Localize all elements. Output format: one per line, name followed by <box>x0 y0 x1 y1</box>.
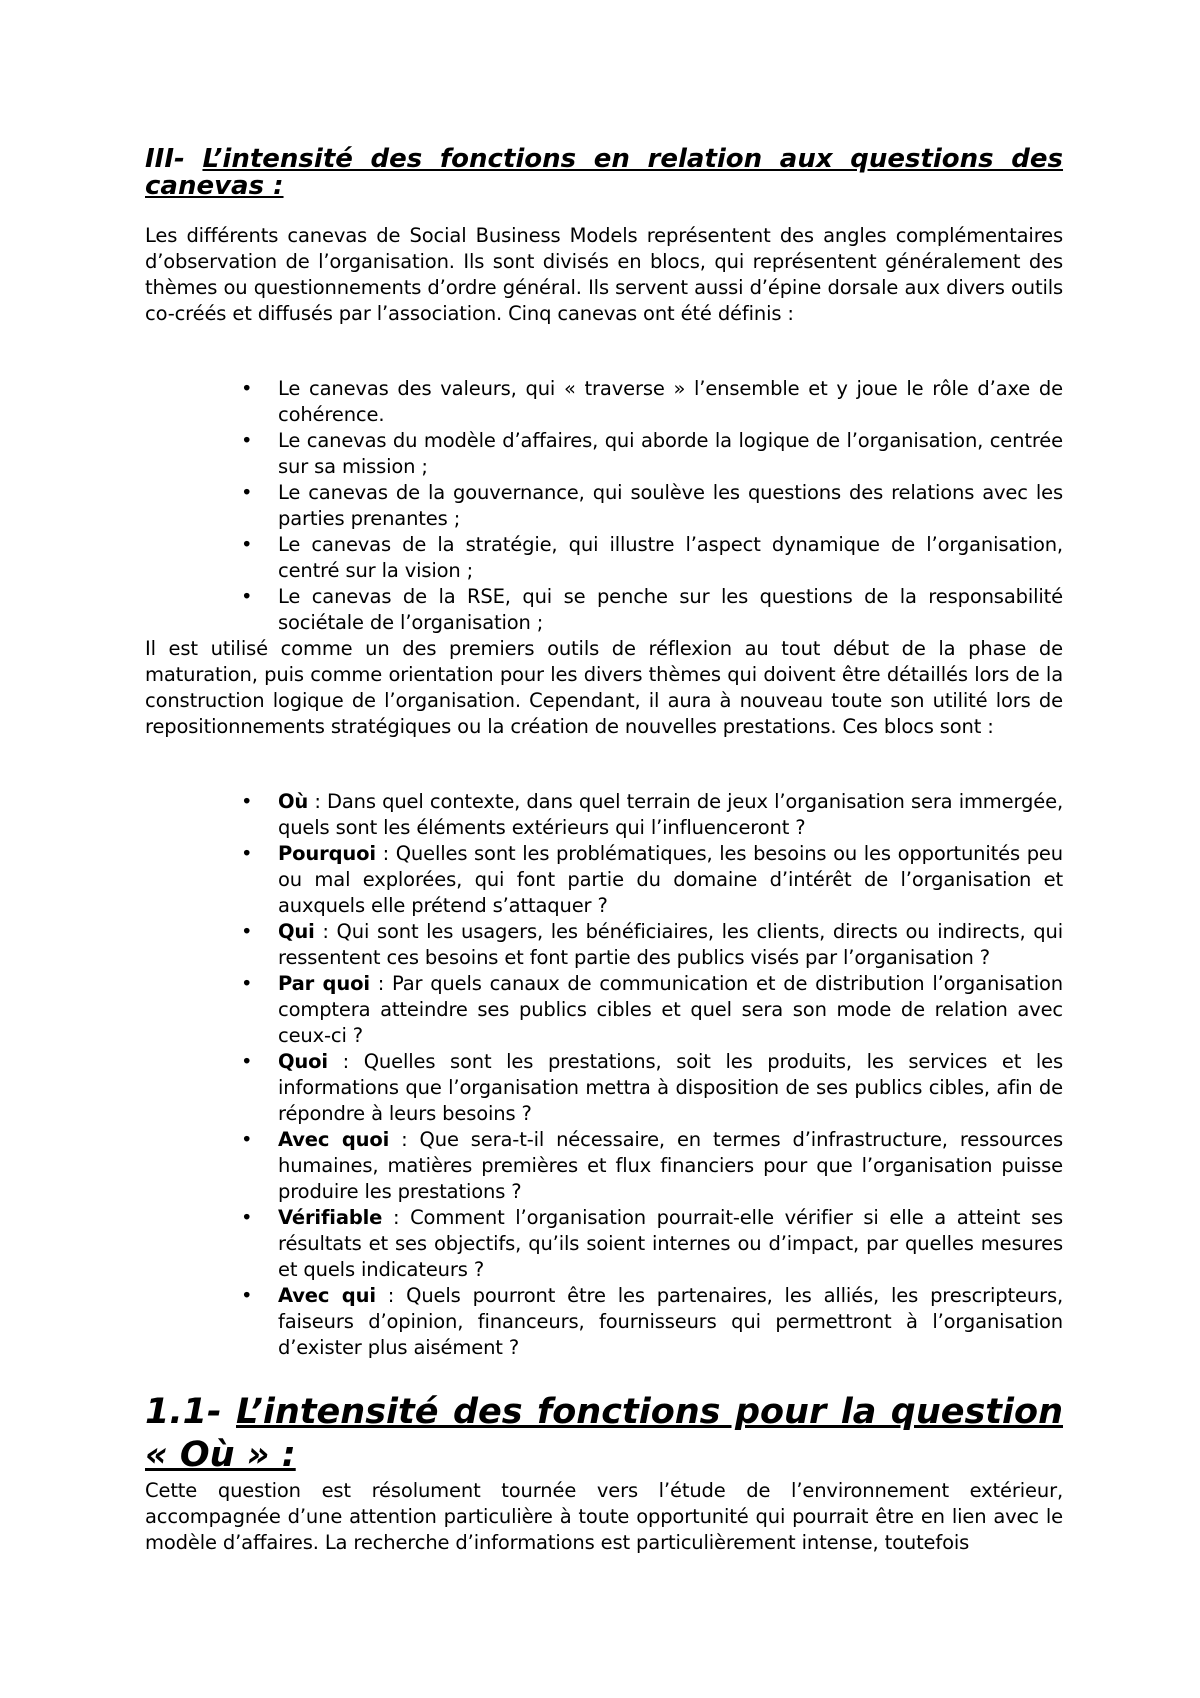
bloc-term: Avec quoi <box>278 1128 390 1151</box>
list-item: • Le canevas de la stratégie, qui illustre l’aspect dynamique de l’organisation, centré sur la vision ; <box>241 533 1063 582</box>
bullet-icon: • <box>241 533 253 556</box>
bullet-icon: • <box>241 790 253 813</box>
bullet-icon: • <box>241 481 253 504</box>
list-item: • Le canevas du modèle d’affaires, qui aborde la logique de l’organisation, centrée sur sa mission ; <box>241 429 1063 478</box>
section-3-heading <box>145 146 1063 200</box>
middle-paragraph: Il est utilisé comme un des premiers outils de réflexion au tout début de la phase de maturation, puis comme orientation pour les divers thèmes qui doivent être détaillés lors de la construction logique de l’organisation. Cependant, il aura à nouveau toute son utilité lors de repositionnements stratégiques ou la création de nouvelles prestations. Ces blocs sont : <box>145 637 1063 738</box>
section-1-1-number: 1.1- <box>145 1392 222 1432</box>
list-item: • Avec qui : Quels pourront être les partenaires, les alliés, les prescripteurs, faiseurs d’opinion, financeurs, fournisseurs qui permettront à l’organisation d’exister plus aisément ? <box>241 1284 1063 1359</box>
bloc-term: Pourquoi <box>278 842 376 865</box>
section-1-1-heading <box>145 1391 1063 1477</box>
bloc-term: Avec qui <box>278 1284 376 1307</box>
list-item: • Par quoi : Par quels canaux de communication et de distribution l’organisation comptera atteindre ses publics cibles et quel sera son mode de relation avec ceux-ci ? <box>241 972 1063 1047</box>
bullet-icon: • <box>241 972 253 995</box>
bullet-icon: • <box>241 1050 253 1073</box>
bloc-term: Par quoi <box>278 972 370 995</box>
bullet-icon: • <box>241 1128 253 1151</box>
bullet-icon: • <box>241 429 253 452</box>
bullet-icon: • <box>241 920 253 943</box>
bullet-icon: • <box>241 842 253 865</box>
list-item: • Quoi : Quelles sont les prestations, soit les produits, les services et les informations que l’organisation mettra à disposition de ses publics cibles, afin de répondre à leurs besoins ? <box>241 1050 1063 1125</box>
bloc-term: Où <box>278 790 309 813</box>
bullet-icon: • <box>241 1284 253 1307</box>
list-item: • Où : Dans quel contexte, dans quel terrain de jeux l’organisation sera immergée, quels sont les éléments extérieurs qui l’influenceront ? <box>241 790 1063 839</box>
list-item: • Le canevas des valeurs, qui « traverse » l’ensemble et y joue le rôle d’axe de cohérence. <box>241 377 1063 426</box>
blocs-list <box>145 789 1063 1361</box>
section-1-1-title: L’intensité des fonctions pour la question « Où » : <box>145 1392 1063 1475</box>
bullet-icon: • <box>241 585 253 608</box>
bullet-icon: • <box>241 1206 253 1229</box>
intro-paragraph: Les différents canevas de Social Business Models représentent des angles complémentaires d’observation de l’organisation. Ils sont divisés en blocs, qui représentent généralement des thèmes ou questionnements d’ordre général. Ils servent aussi d’épine dorsale aux divers outils co-créés et diffusés par l’association. Cinq canevas ont été définis : <box>145 224 1063 325</box>
list-item: • Le canevas de la RSE, qui se penche sur les questions de la responsabilité sociétale de l’organisation ; <box>241 585 1063 634</box>
list-item: • Avec quoi : Que sera-t-il nécessaire, en termes d’infrastructure, ressources humaines, matières premières et flux financiers pour que l’organisation puisse produire les prestations ? <box>241 1128 1063 1203</box>
list-item: • Pourquoi : Quelles sont les problématiques, les besoins ou les opportunités peu ou mal explorées, qui font partie du domaine d’intérêt de l’organisation et auxquels elle prétend s’attaquer ? <box>241 842 1063 917</box>
bloc-term: Qui <box>278 920 315 943</box>
section-3-title: L’intensité des fonctions en relation aux questions des canevas : <box>145 144 1064 201</box>
document-page <box>145 140 1063 1556</box>
bloc-term: Quoi <box>278 1050 328 1073</box>
list-item: • Le canevas de la gouvernance, qui soulève les questions des relations avec les parties prenantes ; <box>241 481 1063 530</box>
canevas-list <box>145 376 1063 636</box>
list-item: • Vérifiable : Comment l’organisation pourrait-elle vérifier si elle a atteint ses résultats et ses objectifs, qu’ils soient internes ou d’impact, par quelles mesures et quels indicateurs ? <box>241 1206 1063 1281</box>
final-paragraph: Cette question est résolument tournée vers l’étude de l’environnement extérieur, accompagnée d’une attention particulière à toute opportunité qui pourrait être en lien avec le modèle d’affaires. La recherche d’informations est particulièrement intense, toutefois <box>145 1479 1063 1554</box>
bullet-icon: • <box>241 377 253 400</box>
bloc-term: Vérifiable <box>278 1206 383 1229</box>
list-item: • Qui : Qui sont les usagers, les bénéficiaires, les clients, directs ou indirects, qui ressentent ces besoins et font partie des publics visés par l’organisation ? <box>241 920 1063 969</box>
section-3-number: III- <box>145 144 185 174</box>
